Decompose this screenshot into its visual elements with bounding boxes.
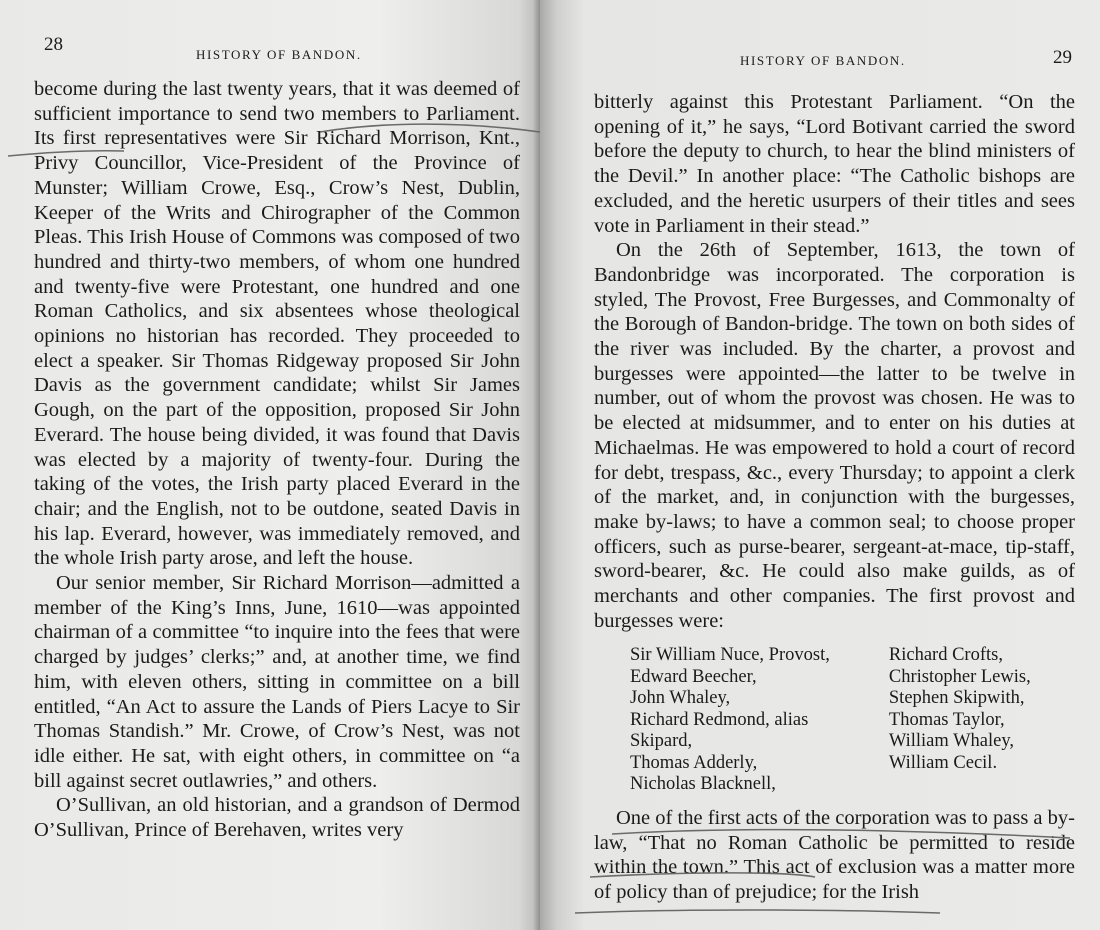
list-item: Sir William Nuce, Provost,: [630, 645, 830, 666]
paragraph: Our senior member, Sir Richard Morrison—admitted a member of the King’s Inns, June, 1610—was appointed chairman of a committee “to inquire into the fees that were charged by judges’ clerks;” and, at another time, we find him, with eleven others, sitting in committee on a bill entitled, “An Act to assure the Lands of Piers Lacye to Sir Thomas Standish.” Mr. Crowe, of Crow’s Nest, was not idle either. He sat, with eight others, in committee on “a bill against secret outlawries,” and others.: [34, 572, 520, 792]
burgess-column-right: [889, 645, 1075, 796]
list-item: Nicholas Blacknell,: [630, 774, 776, 795]
paragraph: bitterly against this Protestant Parliament. “On the opening of it,” he says, “Lord Botivant carried the sword before the deputy to church, to hear the blind ministers of the Devil.” In another place: “The Catholic bishops are excluded, and the heretic usurpers of their titles and sees vote in Parliament in their stead.”: [594, 91, 1075, 237]
right-page-number: 29: [1053, 47, 1072, 68]
left-page-number: 28: [44, 34, 63, 55]
paragraph: On the 26th of September, 1613, the town of Bandonbridge was incorporated. The corporation is styled, The Provost, Free Burgesses, and Commonalty of the Borough of Bandon-bridge. The town on both sides of the river was included. By the charter, a provost and burgesses were appointed—the latter to be twelve in number, out of whom the provost was chosen. He was to be elected at midsummer, and to enter on his duties at Michaelmas. He was empowered to hold a court of record for debt, trespass, &c., every Thursday; to appoint a clerk of the market, and, in conjunction with the burgesses, make by-laws; to have a common seal; to choose proper officers, such as purse-bearer, sergeant-at-mace, tip-staff, sword-bearer, &c. He could also make guilds, as of merchants and other companies. The first provost and burgesses were:: [594, 239, 1075, 632]
list-item: Richard Crofts,: [888, 645, 1003, 666]
paragraph: One of the first acts of the corporation was to pass a by-law, “That no Roman Catholic be permitted to reside within the town.” This act of exclusion was a matter more of policy than of prejudice; for the Irish: [594, 806, 1075, 904]
list-item: William Whaley,: [888, 731, 1015, 752]
burgess-list: [630, 645, 1075, 796]
list-item: Richard Redmond, alias Skipard,: [630, 709, 809, 752]
list-item: John Whaley,: [630, 688, 731, 709]
right-running-head: HISTORY OF BANDON.: [740, 53, 906, 68]
left-page: [0, 0, 540, 930]
left-running-head: HISTORY OF BANDON.: [196, 47, 362, 62]
list-item: Christopher Lewis,: [888, 666, 1031, 687]
list-item: Edward Beecher,: [630, 666, 757, 687]
left-page-text: [34, 77, 520, 843]
list-item: Thomas Adderly,: [630, 752, 758, 773]
list-item: William Cecil.: [888, 752, 998, 773]
burgess-column-left: [630, 645, 875, 796]
list-item: Thomas Taylor,: [888, 709, 1005, 730]
right-page-text: [594, 90, 1075, 905]
paragraph: O’Sullivan, an old historian, and a grandson of Dermod O’Sullivan, Prince of Berehaven, writes very: [34, 794, 520, 842]
paragraph: become during the last twenty years, that it was deemed of sufficient importance to send two members to Parliament. Its first representatives were Sir Richard Morrison, Knt., Privy Councillor, Vice-President of the Province of Munster; William Crowe, Esq., Crow’s Nest, Dublin, Keeper of the Writs and Chirographer of the Common Pleas. This Irish House of Commons was composed of two hundred and thirty-two members, of whom one hundred and twenty-five were Protestant, one hundred and one Roman Catholics, and six absentees whose theological opinions no historian has recorded. They proceeded to elect a speaker. Sir Thomas Ridgeway proposed Sir John Davis as the government candidate; whilst Sir James Gough, on the part of the opposition, proposed Sir John Everard. The house being divided, it was found that Davis was elected by a majority of twenty-four. During the taking of the votes, the Irish party placed Everard in the chair; and the English, not to be outdone, seated Davis in his lap. Everard, however, was immediately removed, and the whole Irish party arose, and left the house.: [34, 78, 520, 570]
list-item: Stephen Skipwith,: [888, 688, 1025, 709]
